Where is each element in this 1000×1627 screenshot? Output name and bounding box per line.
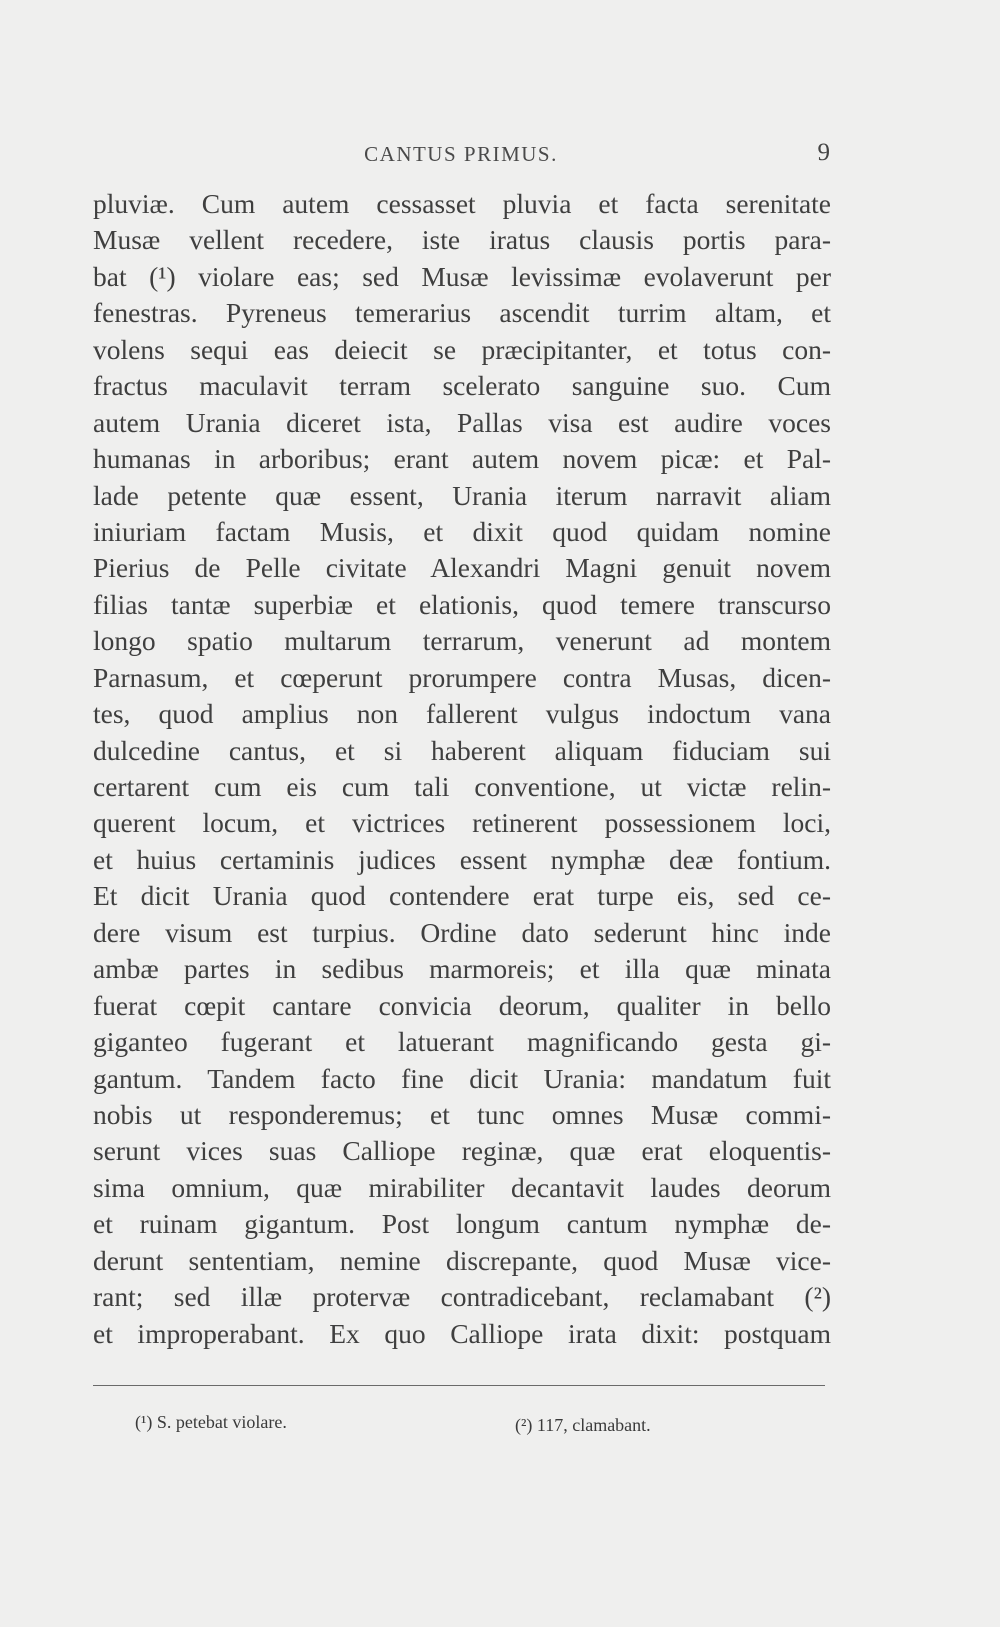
text-line: dulcedine cantus, et si haberent aliquam fiduciam sui [93, 734, 831, 766]
text-line: tes, quod amplius non fallerent vulgus indoctum vana [93, 698, 831, 730]
text-line: ambæ partes in sedibus marmoreis; et illa quæ minata [93, 953, 831, 985]
text-line: nobis ut responderemus; et tunc omnes Musæ commi- [93, 1098, 831, 1130]
text-line: lade petente quæ essent, Urania iterum narravit aliam [93, 479, 831, 511]
text-line: Et dicit Urania quod contendere erat turpe eis, sed ce- [93, 880, 831, 912]
footnote-rule [93, 1385, 825, 1386]
text-line: certarent cum eis cum tali conventione, ut victæ relin- [93, 771, 831, 802]
text-line: Pierius de Pelle civitate Alexandri Magni genuit novem [93, 552, 831, 584]
text-line: longo spatio multarum terrarum, venerunt ad montem [93, 625, 831, 657]
text-line: sima omnium, quæ mirabiliter decantavit laudes deorum [93, 1171, 831, 1203]
text-line: Musæ vellent recedere, iste iratus clausis portis para- [93, 224, 831, 256]
text-line: gantum. Tandem facto fine dicit Urania: mandatum fuit [93, 1062, 831, 1094]
running-title: CANTUS PRIMUS. [364, 142, 558, 166]
text-line: pluviæ. Cum autem cessasset pluvia et facta serenitate [93, 188, 831, 219]
text-line: iniuriam factam Musis, et dixit quod quidam nomine [93, 515, 831, 547]
footnote-2: (²) 117, clamabant. [515, 1415, 651, 1435]
running-head [92, 139, 830, 172]
text-line: humanas in arboribus; erant autem novem picæ: et Pal- [93, 443, 831, 475]
text-line: serunt vices suas Calliope reginæ, quæ erat eloquentis- [93, 1135, 831, 1167]
text-line: filias tantæ superbiæ et elationis, quod temere transcurso [93, 588, 831, 620]
text-line: fuerat cœpit cantare convicia deorum, qualiter in bello [93, 989, 831, 1021]
text-line: et improperabant. Ex quo Calliope irata dixit: postquam [93, 1317, 831, 1349]
text-line: rant; sed illæ protervæ contradicebant, reclamabant (²) [93, 1281, 831, 1313]
footnotes [135, 1412, 835, 1442]
text-line: giganteo fugerant et latuerant magnificando gesta gi- [93, 1026, 831, 1058]
body-text [93, 186, 831, 1352]
text-line: autem Urania diceret ista, Pallas visa est audire voces [93, 406, 831, 438]
text-line: et ruinam gigantum. Post longum cantum nymphæ de- [93, 1208, 831, 1240]
page-number: 9 [817, 139, 830, 166]
text-line: derunt sententiam, nemine discrepante, quod Musæ vice- [93, 1244, 831, 1276]
text-line: Parnasum, et cœperunt prorumpere contra Musas, dicen- [93, 661, 831, 693]
text-line: et huius certaminis judices essent nymphæ deæ fontium. [93, 843, 831, 875]
footnote-1: (¹) S. petebat violare. [135, 1412, 287, 1432]
text-line: bat (¹) violare eas; sed Musæ levissimæ evolaverunt per [93, 260, 831, 292]
text-line: dere visum est turpius. Ordine dato sederunt hinc inde [93, 916, 831, 948]
text-line: fenestras. Pyreneus temerarius ascendit turrim altam, et [93, 297, 831, 329]
text-line: volens sequi eas deiecit se præcipitanter, et totus con- [93, 333, 831, 365]
text-line: fractus maculavit terram scelerato sanguine suo. Cum [93, 370, 831, 402]
text-line: querent locum, et victrices retinerent possessionem loci, [93, 807, 831, 839]
